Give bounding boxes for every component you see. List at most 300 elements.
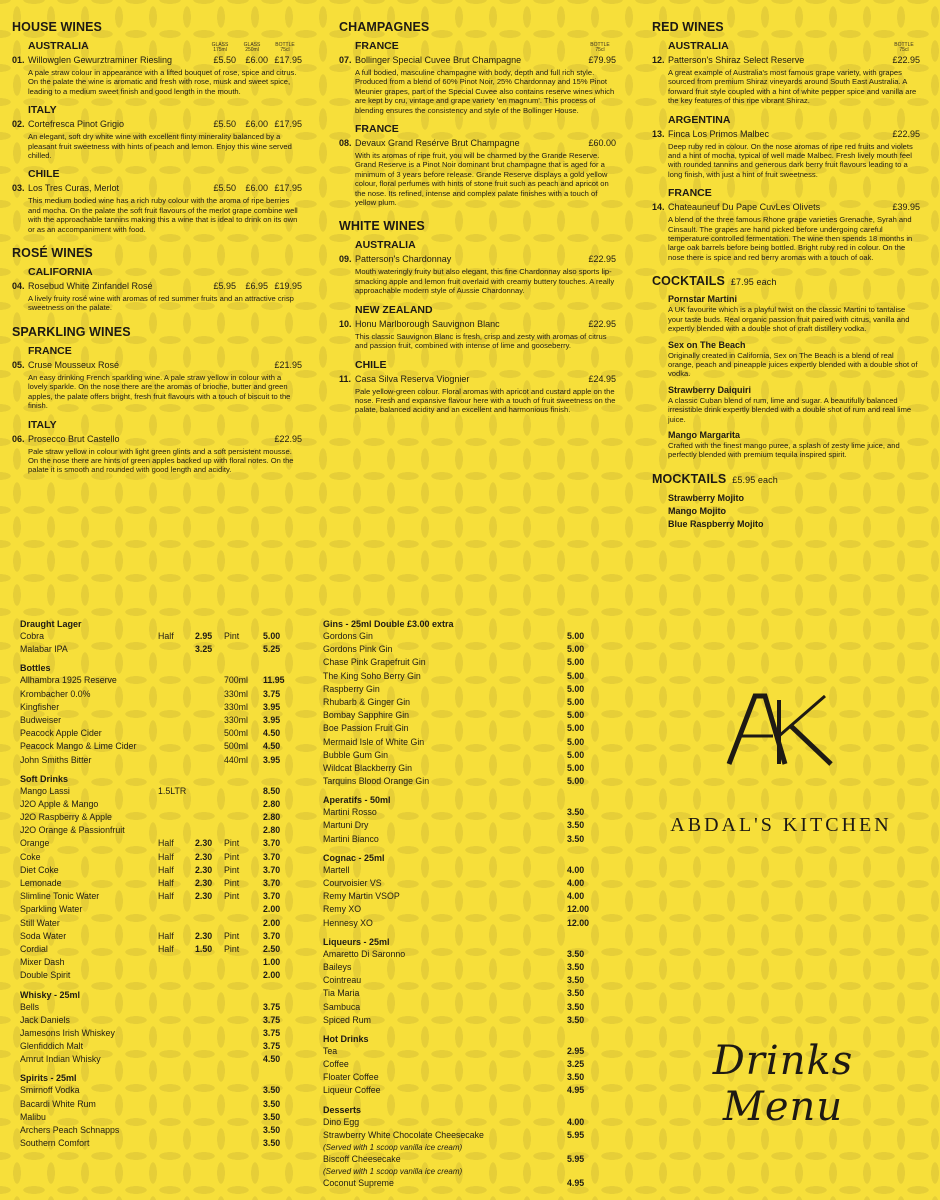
cocktail-name: Mango Margarita [668, 429, 741, 440]
drink-name: Malibu [20, 1111, 46, 1122]
drink-price: 5.00 [567, 644, 585, 655]
drink-row [323, 630, 591, 643]
bottle-price: £22.95 [892, 128, 920, 139]
drink-price: 2.80 [263, 798, 281, 809]
bottle-price: £60.00 [588, 138, 616, 149]
brand-block [640, 690, 922, 837]
drink-price: 4.00 [567, 891, 585, 902]
drink-row [20, 630, 285, 643]
bottle-price: £17.95 [274, 183, 302, 194]
drink-name: Dino Egg [323, 1116, 360, 1127]
drink-row [323, 709, 591, 722]
drink-row [323, 961, 591, 974]
glass-175-price: £5.50 [213, 55, 236, 65]
drink-price: 12.00 [567, 904, 590, 915]
drink-row [323, 643, 591, 656]
drinks-list-left [20, 618, 285, 1150]
drink-row [323, 1129, 591, 1142]
drink-row [323, 775, 591, 788]
glass-175-price: £5.95 [213, 281, 236, 292]
drink-size-b: 330ml [224, 701, 248, 712]
drink-name: Tia Maria [323, 988, 360, 999]
drink-name: Bombay Sapphire Gin [323, 710, 410, 721]
drink-row [323, 1116, 591, 1129]
wine-number: 12. [652, 55, 665, 65]
drink-row [323, 917, 591, 930]
drinks-group-title: Whisky - 25ml [20, 989, 81, 1000]
drink-row [20, 701, 285, 714]
price-column-heads [204, 38, 302, 56]
cocktail-description: Crafted with the finest mango puree, a splash of zesty lime juice, and perfectly blended with premium tequila inspired spirit. [668, 440, 900, 460]
drink-name: Cordial [20, 943, 48, 954]
drink-name: Double Spirit [20, 970, 71, 981]
drink-price: 2.80 [263, 812, 281, 823]
drink-name: Krombacher 0.0% [20, 688, 91, 699]
wine-description: An elegant, soft dry white wine with excellent flinty minerality balanced by a pleasant fruit sweetness with hints of peach and lemon. Enjoy this wine served chilled. [28, 132, 292, 161]
drink-size-b: Pint [224, 878, 240, 888]
section-title: HOUSE WINES [12, 20, 102, 34]
mocktail-item: Strawberry Mojito [668, 492, 745, 503]
drink-price: 3.50 [567, 820, 585, 831]
drink-row [323, 806, 591, 819]
drink-row [20, 837, 285, 850]
region-block [339, 359, 616, 371]
drink-price: 4.50 [263, 728, 281, 739]
wine-name: Cortefresca Pinot Grigio [28, 119, 125, 130]
drink-row [323, 1014, 591, 1027]
bottle-price: £19.95 [274, 281, 302, 292]
glass-175-price: £5.50 [213, 119, 236, 130]
drink-name: Jamesons Irish Whiskey [20, 1027, 115, 1038]
drink-name: Sambuca [323, 1001, 361, 1012]
drink-name: Biscoff Cheesecake [323, 1154, 401, 1164]
red-wines-section [652, 20, 920, 262]
drink-name: J2O Orange & Passionfruit [20, 825, 125, 836]
drink-row [323, 948, 591, 961]
drink-size-b: 440ml [224, 754, 248, 765]
drink-row [20, 674, 285, 687]
wine-number: 02. [12, 119, 25, 130]
drink-row [20, 1001, 285, 1014]
region-block [652, 187, 920, 199]
drink-row [323, 833, 591, 846]
drink-price: 2.00 [263, 904, 281, 915]
drink-name: Bacardi White Rum [20, 1098, 96, 1109]
drink-name: Mermaid Isle of White Gin [323, 736, 425, 747]
region-name: FRANCE [355, 123, 399, 136]
wine-number: 04. [12, 281, 25, 292]
drink-row [323, 1058, 591, 1071]
wine-item [652, 201, 920, 213]
region-name: ITALY [28, 104, 57, 117]
drink-size-b: Pint [224, 631, 240, 641]
cocktail-name: Strawberry Daiquiri [668, 384, 752, 395]
drink-size-b: Pint [224, 943, 240, 954]
drink-name: Courvoisier VS [323, 878, 382, 888]
wine-number: 03. [12, 183, 25, 194]
region-block [12, 266, 302, 278]
drinks-group-title: Spirits - 25ml [20, 1073, 77, 1084]
drink-row [20, 824, 285, 837]
region-block [339, 239, 616, 251]
section-title: RED WINES [652, 20, 724, 34]
drink-size-b: Pint [224, 930, 240, 941]
drink-size-a: Half [158, 930, 174, 941]
region-name: FRANCE [28, 344, 72, 357]
drinks-group-title: Soft Drinks [20, 773, 69, 784]
cocktail-description: Originally created in California, Sex on The Beach is a blend of real orange, peach and pineapple juices expertly blended with a double shot of vodka. [668, 350, 918, 379]
drink-row [323, 762, 591, 775]
wine-number: 05. [12, 359, 25, 370]
drink-price: 3.75 [263, 1001, 281, 1012]
bottle-price: £39.95 [892, 202, 920, 213]
drink-row [20, 903, 285, 916]
drink-name: Liqueur Coffee [323, 1085, 381, 1096]
drink-name: Martuni Dry [323, 820, 369, 831]
drink-price: 3.50 [263, 1138, 281, 1149]
drink-price: 2.50 [263, 943, 281, 954]
glass-175-price: £5.50 [213, 183, 236, 194]
drink-size-a: Half [158, 943, 174, 954]
drink-row [323, 1084, 591, 1097]
drink-row [20, 740, 285, 753]
wine-item [339, 253, 616, 265]
wine-description: Mouth wateringly fruity but also elegant, this fine Chardonnay also sports lip-smacking apple and lemon fruit overlaid with creamy buttery touches. A really approachable modern style of Aussie Chardonnay. [355, 267, 615, 296]
wine-number: 06. [12, 433, 25, 444]
drink-row [323, 819, 591, 832]
drink-name: Tea [323, 1045, 338, 1056]
drink-row [323, 1001, 591, 1014]
drink-row [20, 1014, 285, 1027]
wine-name: Willowglen Gewurztraminer Riesling [28, 55, 173, 65]
region-block [12, 168, 302, 180]
drink-price: 3.75 [263, 1041, 281, 1052]
drink-name: Lemonade [20, 878, 62, 888]
drink-name: Southern Comfort [20, 1138, 90, 1149]
drinks-group-title: Liqueurs - 25ml [323, 936, 390, 947]
drink-row [20, 943, 285, 956]
drink-name: Allhambra 1925 Reserve [20, 675, 117, 686]
drink-row [323, 1045, 591, 1058]
drink-price: 5.00 [263, 631, 281, 641]
wine-item [339, 137, 616, 149]
drink-row [323, 696, 591, 709]
drink-price: 4.95 [567, 1178, 585, 1189]
bottle-price: £22.95 [588, 318, 616, 329]
wine-description: A lively fruity rosé wine with aromas of red summer fruits and an attractive crisp sweetness on the palate. [28, 294, 294, 313]
drink-price: 3.95 [263, 714, 281, 725]
drink-price: 3.95 [263, 754, 281, 765]
wine-name: Prosecco Brut Castello [28, 433, 120, 444]
drink-name: Cobra [20, 631, 44, 641]
drink-price: 12.00 [567, 917, 590, 928]
wine-description: Deep ruby red in colour. On the nose aromas of ripe red fruits and violets and a hint of mocha, typical of well made Malbec. Fresh lively mouth feel with rounded tannins and generous dark berry fruit flavours leading to a long finish, with just a hint of fruit sweetness. [668, 141, 913, 179]
region-block [339, 40, 616, 52]
drink-size-b: 330ml [224, 714, 248, 725]
wine-name: Patterson's Shiraz Select Reserve [668, 55, 805, 65]
drink-name: Peacock Apple Cider [20, 728, 102, 739]
price-column-head: GLASS 175ml [211, 41, 229, 53]
drink-size-a: 1.5LTR [158, 785, 187, 796]
drink-name: Martell [323, 864, 350, 875]
drink-row [20, 1098, 285, 1111]
drink-price: 5.25 [263, 644, 281, 655]
drink-price: 5.95 [567, 1154, 585, 1164]
drink-row [20, 754, 285, 767]
drink-price: 3.50 [263, 1125, 281, 1135]
drink-price: 3.25 [567, 1059, 585, 1070]
region-block [652, 40, 920, 52]
wine-item [12, 182, 302, 194]
drink-size-b: Pint [224, 864, 240, 875]
region-block [339, 123, 616, 135]
drink-price: 5.00 [567, 736, 585, 747]
bottle-price: £22.95 [892, 55, 920, 65]
wine-number: 01. [12, 55, 25, 65]
drink-price: 2.95 [567, 1045, 585, 1056]
region-block [652, 114, 920, 126]
drink-row [323, 656, 591, 669]
drinks-group-title: Cognac - 25ml [323, 852, 385, 863]
drink-name: Bells [20, 1001, 40, 1012]
drink-name: Glenfiddich Malt [20, 1041, 84, 1052]
cocktails-title [652, 274, 920, 288]
drink-row [20, 785, 285, 798]
drink-price-a: 1.50 [195, 943, 213, 954]
drink-row [20, 1111, 285, 1124]
drink-row [20, 956, 285, 969]
drink-name: Cointreau [323, 975, 362, 986]
drink-size-b: 330ml [224, 688, 248, 699]
drink-row [323, 749, 591, 762]
drink-price: 3.50 [567, 833, 585, 844]
drink-price: 3.50 [567, 948, 585, 959]
wine-number: 07. [339, 55, 352, 65]
mocktails-section [652, 472, 920, 531]
wine-name: Rosebud White Zinfandel Rosé [28, 281, 153, 292]
wine-name: Bollinger Special Cuvee Brut Champagne [355, 55, 522, 65]
drink-name: Jack Daniels [20, 1014, 70, 1025]
drink-price: 4.50 [263, 1054, 281, 1065]
drink-name: Rhubarb & Ginger Gin [323, 696, 411, 707]
region-name: CHILE [355, 358, 387, 371]
drink-price-a: 2.30 [195, 851, 213, 862]
wine-name: Los Tres Curas, Merlot [28, 183, 120, 194]
drink-price: 3.75 [263, 1014, 281, 1025]
drink-name: Strawberry White Chocolate Cheesecake [323, 1129, 484, 1140]
wine-name: Honu Marlborough Sauvignon Blanc [355, 318, 500, 329]
drink-price: 5.00 [567, 723, 585, 734]
drink-price: 4.95 [567, 1085, 585, 1096]
wine-name: Chateauneuf Du Pape CuvLes Olivets [668, 202, 821, 213]
drink-price: 5.00 [567, 670, 585, 681]
drink-price-a: 2.30 [195, 930, 213, 941]
drink-name: Coke [20, 851, 41, 862]
drink-price: 3.50 [263, 1111, 281, 1122]
bottle-price: £79.95 [588, 55, 616, 65]
mocktails-title-text: MOCKTAILS [652, 471, 727, 486]
drink-name: Gordons Gin [323, 631, 373, 641]
drink-price-a: 2.30 [195, 838, 213, 849]
drink-name: Wildcat Blackberry Gin [323, 762, 412, 773]
drink-row [323, 877, 591, 890]
drink-size-b: Pint [224, 838, 240, 849]
drink-name: Orange [20, 838, 50, 849]
drink-row [20, 1040, 285, 1053]
drink-name: Peacock Mango & Lime Cider [20, 741, 137, 752]
region-block [12, 40, 302, 52]
drink-name: Archers Peach Schnapps [20, 1125, 120, 1135]
wine-column-middle [339, 20, 616, 427]
drink-name: Mango Lassi [20, 785, 70, 796]
menu-title: Drinks Menu [712, 1038, 854, 1130]
cocktail-description: A classic Cuban blend of rum, lime and sugar. A beautifully balanced irresistible drink expertly blended with a double shot of rum and real lime juice. [668, 395, 912, 424]
drink-price: 2.00 [263, 970, 281, 981]
drink-price: 3.50 [263, 1085, 281, 1096]
bottle-price: £21.95 [274, 359, 302, 370]
drink-price-a: 2.95 [195, 631, 213, 641]
drinks-group-title: Draught Lager [20, 619, 82, 629]
drink-price: 5.00 [567, 749, 585, 760]
drink-name: J2O Apple & Mango [20, 798, 99, 809]
drink-price: 3.50 [567, 807, 585, 818]
wine-item [339, 318, 616, 330]
wine-number: 13. [652, 128, 665, 139]
drink-size-b: Pint [224, 891, 240, 902]
drink-name: Amrut Indian Whisky [20, 1054, 101, 1065]
drink-row [20, 798, 285, 811]
drink-name: Floater Coffee [323, 1072, 379, 1083]
drink-row [20, 1084, 285, 1097]
drink-price: 2.80 [263, 825, 281, 836]
drink-name: Kingfisher [20, 701, 60, 712]
drink-price: 3.50 [567, 961, 585, 972]
drink-row [20, 969, 285, 982]
region-name: ARGENTINA [668, 113, 731, 126]
section-title: ROSÉ WINES [12, 246, 93, 261]
drink-name: Remy XO [323, 904, 362, 915]
drink-name: Baileys [323, 961, 352, 972]
drink-price: 3.70 [263, 851, 281, 862]
drink-row [323, 1153, 591, 1166]
cocktails-title-text: COCKTAILS [652, 274, 725, 289]
drink-price: 4.00 [567, 1116, 585, 1127]
cocktail-name: Sex on The Beach [668, 339, 746, 350]
wine-number: 11. [339, 373, 352, 384]
region-name: CALIFORNIA [28, 266, 93, 279]
region-name: FRANCE [355, 40, 399, 52]
drink-row [323, 736, 591, 749]
wine-name: Finca Los Primos Malbec [668, 128, 770, 139]
drink-row [20, 1124, 285, 1137]
wine-description: This classic Sauvignon Blanc is fresh, crisp and zesty with aromas of citrus and passion fruit, combined with intense of lime and gooseberry. [355, 331, 607, 351]
bottle-price: £17.95 [274, 55, 302, 65]
drink-price-a: 2.30 [195, 891, 213, 902]
region-name: AUSTRALIA [668, 40, 729, 52]
drink-price: 5.00 [567, 683, 585, 694]
cocktails-price-note: £7.95 each [730, 277, 777, 288]
drink-price: 3.50 [567, 975, 585, 986]
drink-name: Gordons Pink Gin [323, 644, 393, 655]
drink-row [323, 1177, 591, 1190]
drink-size-a: Half [158, 851, 174, 862]
drinks-group-title: Aperatifs - 50ml [323, 795, 391, 806]
region-name: CHILE [28, 168, 60, 181]
drink-name: J2O Raspberry & Apple [20, 812, 112, 823]
drink-name: Bubble Gum Gin [323, 749, 389, 760]
wine-column-right [652, 20, 920, 543]
drink-price: 5.00 [567, 696, 585, 707]
drink-note: (Served with 1 scoop vanilla ice cream) [323, 1143, 463, 1152]
drink-price: 3.50 [567, 988, 585, 999]
drink-price: 3.50 [567, 1072, 585, 1083]
wine-item [12, 280, 302, 292]
drink-price: 3.75 [263, 1027, 281, 1038]
drinks-group-title: Desserts [323, 1104, 362, 1115]
bottle-price: £24.95 [588, 373, 616, 384]
drink-row [323, 974, 591, 987]
drink-row [323, 864, 591, 877]
drink-row [20, 811, 285, 824]
price-column-head: BOTTLE 75cl [275, 41, 295, 53]
wine-name: Devaux Grand Resérve Brut Champagne [355, 138, 520, 149]
drink-price: 3.95 [263, 701, 281, 712]
drink-price: 8.50 [263, 785, 281, 796]
drink-name: Hennesy XO [323, 917, 373, 928]
house-wines-section [12, 20, 302, 234]
drink-row [323, 1071, 591, 1084]
drink-name: Coconut Supreme [323, 1178, 394, 1189]
cocktails-section [652, 274, 920, 459]
glass-250-price: £6.95 [245, 281, 268, 292]
drink-price: 3.50 [567, 1001, 585, 1012]
sparkling-wines-section [12, 325, 302, 475]
drink-row [20, 643, 285, 656]
drink-size-b: 500ml [224, 728, 248, 739]
wine-description: With its aromas of ripe fruit, you will be charmed by the Grande Reserve. Grand Reserve is a Pinot Noir dominant brut champagne that is aged for a minimum of 3 years before release. Grande Reserve displays a gold yellow colour, floral perfumes with hints of stone fruit such as peach and apricot on the nose. Its refined, intense and complex palate finishes with a touch of yellow plum. [355, 151, 609, 208]
drink-size-b: 500ml [224, 741, 248, 752]
wine-description: Pale straw yellow in colour with light green glints and a soft persistent mousse. On the nose there are hints of green apples backed up with floral notes. On the palate it is smooth and rounded with good length and acidity. [28, 446, 294, 475]
wine-number: 08. [339, 138, 352, 149]
bottle-price: £22.95 [588, 254, 616, 265]
drink-name: The King Soho Berry Gin [323, 670, 421, 681]
drinks-group-title: Gins - 25ml Double £3.00 extra [323, 619, 454, 629]
drink-row [20, 851, 285, 864]
drink-name: Remy Martin VSOP [323, 891, 400, 902]
region-name: FRANCE [668, 187, 712, 200]
drink-price: 5.00 [567, 776, 585, 787]
drink-price: 5.00 [567, 762, 585, 773]
drink-name: Amaretto Di Saronno [323, 948, 406, 959]
drink-size-a: Half [158, 864, 174, 875]
drinks-group-title: Bottles [20, 663, 51, 674]
bottle-price: £17.95 [274, 119, 302, 130]
mocktail-item: Mango Mojito [668, 505, 726, 516]
drink-size-b: 700ml [224, 675, 248, 686]
region-block [12, 104, 302, 116]
drink-name: Still Water [20, 917, 60, 928]
wine-description: This medium bodied wine has a rich ruby colour with the aroma of ripe berries and mocha. On the palate the soft fruit flavours of the merlot grape combine well with the approachable tannins making this a wine that is ideal to drink on its own or as an accompaniment with food. [28, 196, 298, 234]
drink-size-a: Half [158, 838, 174, 849]
drink-price: 3.50 [263, 1098, 281, 1109]
section-title: WHITE WINES [339, 219, 425, 234]
bottle-price: £22.95 [274, 433, 302, 444]
wine-name: Cruse Mousseux Rosé [28, 359, 120, 370]
drink-price: 3.75 [263, 688, 281, 699]
drink-name: Mixer Dash [20, 957, 65, 968]
champagnes-section [339, 20, 616, 207]
section-title: CHAMPAGNES [339, 20, 430, 34]
